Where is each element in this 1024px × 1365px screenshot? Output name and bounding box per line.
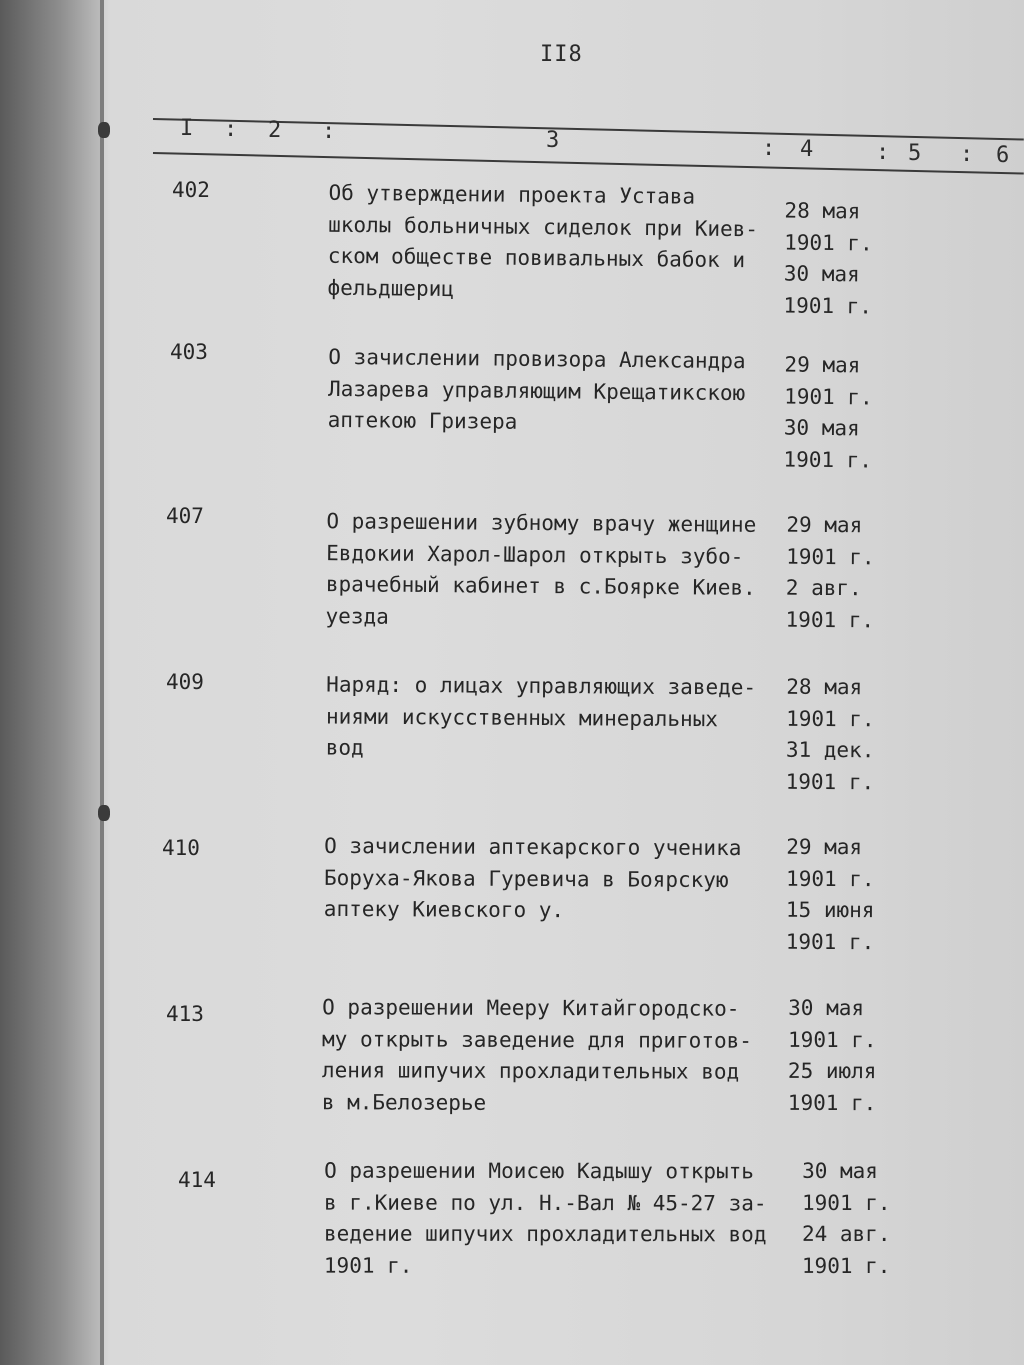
case-dates: 28 мая 1901 г. 31 дек. 1901 г. xyxy=(785,674,875,794)
case-dates: 29 мая 1901 г. 30 мая 1901 г. xyxy=(783,352,873,472)
case-description: О разрешении Моисею Кадышу открыть в г.Киеве по ул. Н.-Вал № 45-27 за- ведение шипучих прохладительных вод 1901 г. xyxy=(323,1158,767,1278)
case-description: Наряд: о лицах управляющих заведе- ниями искусственных минеральных вод xyxy=(325,672,757,760)
case-description: О зачислении провизора Александра Лазарева управляющим Крещатикскою аптекою Гризера xyxy=(327,344,746,434)
case-description: О зачислении аптекарского ученика Боруха-Якова Гуревича в Боярскую аптеку Киевского у. xyxy=(323,833,742,923)
case-number: 402 xyxy=(172,178,210,202)
case-dates: 30 мая 1901 г. 24 авг. 1901 г. xyxy=(801,1158,891,1278)
case-dates: 29 мая 1901 г. 15 июня 1901 г. xyxy=(785,834,875,954)
header-bottom-rule xyxy=(153,152,1024,175)
staple xyxy=(98,122,110,138)
case-description: О разрешении Мееру Китайгородско- му открыть заведение для приготов- ления шипучих прохладительных вод в м.Белозерье xyxy=(321,995,752,1115)
column-heading-6: 6 xyxy=(996,143,1010,168)
case-dates: 30 мая 1901 г. 25 июля 1901 г. xyxy=(787,995,877,1115)
case-number: 414 xyxy=(178,1168,216,1192)
staple xyxy=(98,805,110,821)
case-number: 407 xyxy=(166,504,204,528)
case-dates: 29 мая 1901 г. 2 авг. 1901 г. xyxy=(785,512,875,632)
case-description: О разрешении зубному врачу женщине Евдокии Харол-Шарол открыть зубо- врачебный кабинет в с.Боярке Киев. уезда xyxy=(325,509,757,629)
page-fold xyxy=(100,0,104,1365)
column-separator: : xyxy=(224,117,238,142)
case-description: Об утверждении проекта Устава школы больничных сиделок при Киев- ском обществе повивальных бабок и фельдшериц xyxy=(327,180,759,301)
binding-gutter xyxy=(0,0,100,1365)
case-number: 410 xyxy=(162,836,200,860)
column-heading-1: I xyxy=(180,116,194,141)
column-separator: : xyxy=(960,142,974,167)
column-heading-2: 2 xyxy=(268,118,282,143)
column-separator: : xyxy=(876,140,890,165)
page-number: II8 xyxy=(540,42,583,67)
case-dates: 28 мая 1901 г. 30 мая 1901 г. xyxy=(783,198,873,318)
case-number: 403 xyxy=(170,340,208,364)
column-heading-3: 3 xyxy=(546,128,560,153)
column-heading-4: 4 xyxy=(800,137,814,162)
column-separator: : xyxy=(762,136,776,161)
header-top-rule xyxy=(153,118,1024,141)
case-number: 409 xyxy=(166,670,204,694)
column-separator: : xyxy=(322,119,336,144)
case-number: 413 xyxy=(166,1002,204,1026)
column-heading-5: 5 xyxy=(908,141,922,166)
